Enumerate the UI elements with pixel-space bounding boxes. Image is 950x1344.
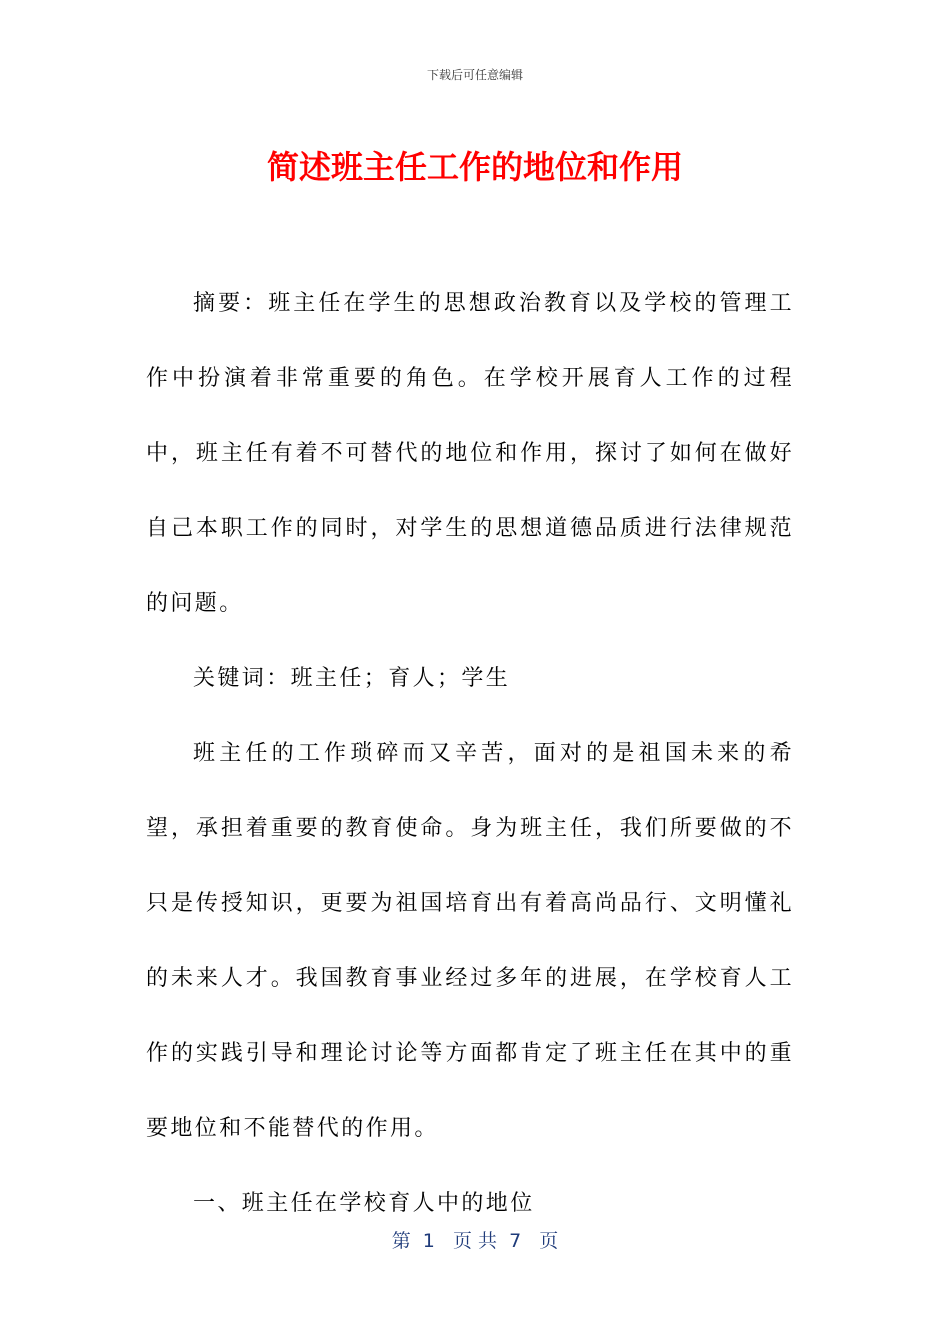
document-body [146,266,794,1241]
abstract-paragraph: 摘要：班主任在学生的思想政治教育以及学校的管理工作中扮演着非常重要的角色。在学校开展育人工作的过程中，班主任有着不可替代的地位和作用，探讨了如何在做好自己本职工作的同时，对学生的思想道德品质进行法律规范的问题。 [146,291,794,616]
header-note: 下载后可任意编辑 [426,68,523,82]
section-heading: 一、班主任在学校育人中的地位 [193,1191,535,1216]
document-title: 简述班主任工作的地位和作用 [266,148,683,186]
page-number-footer: 第 1 页 共 7 页 [391,1230,559,1252]
intro-paragraph: 班主任的工作琐碎而又辛苦，面对的是祖国未来的希望，承担着重要的教育使命。身为班主任，我们所要做的不只是传授知识，更要为祖国培育出有着高尚品行、文明懂礼的未来人才。我国教育事业经过多年的进展，在学校育人工作的实践引导和理论讨论等方面都肯定了班主任在其中的重要地位和不能替代的作用。 [146,741,794,1141]
keywords-paragraph: 关键词：班主任；育人；学生 [193,666,511,691]
